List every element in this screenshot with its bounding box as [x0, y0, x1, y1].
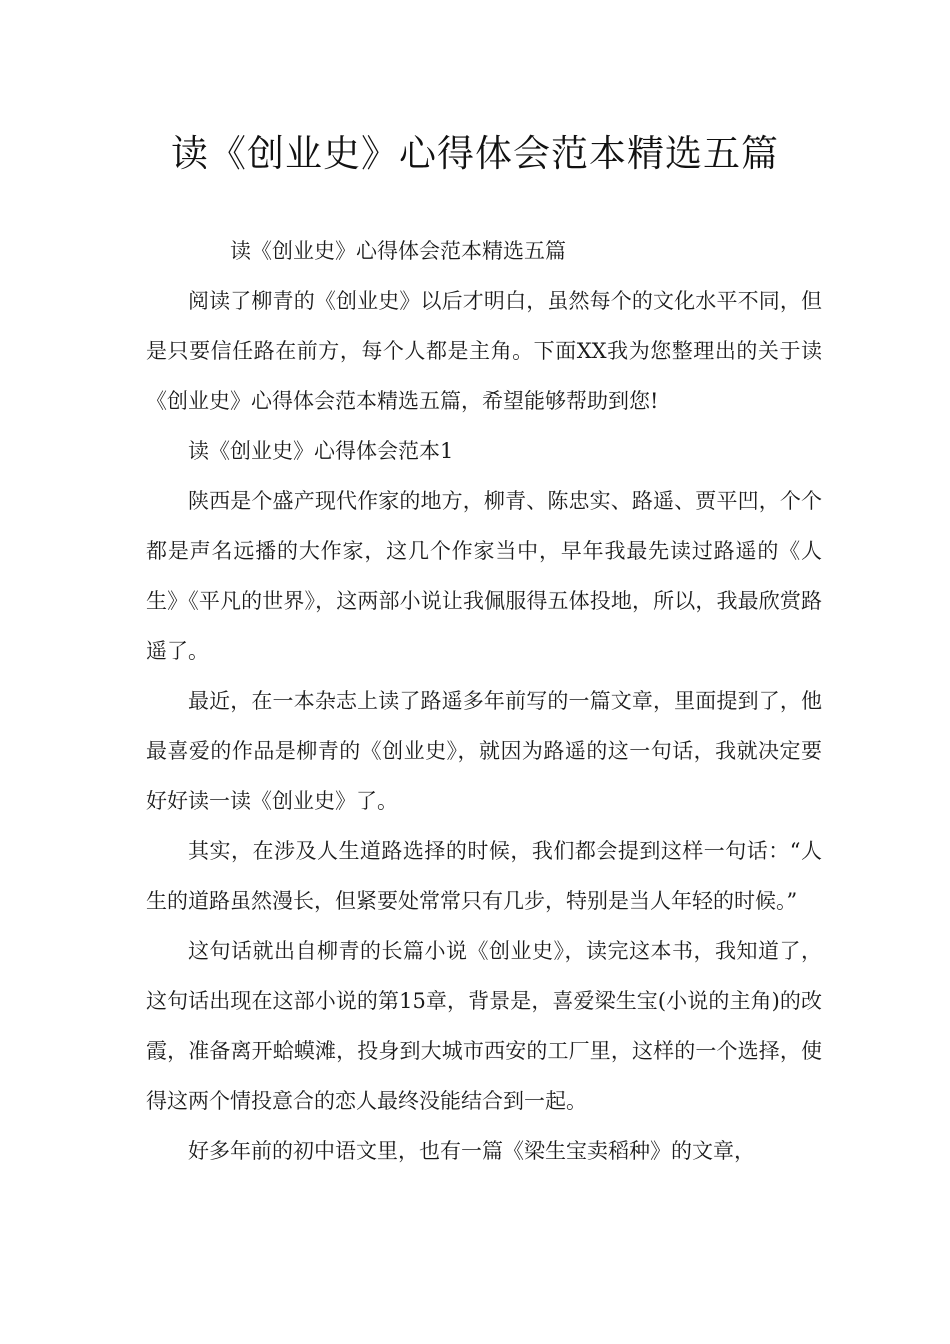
body-paragraph: 陕西是个盛产现代作家的地方，柳青、陈忠实、路遥、贾平凹，个个都是声名远播的大作家，这几个作家当中，早年我最先读过路遥的《人生》《平凡的世界》，这两部小说让我佩服得五体投地，所以，我最欣赏路遥了。 [146, 489, 822, 663]
document-body [146, 226, 822, 1176]
document-title: 读《创业史》心得体会范本精选五篇 [171, 132, 779, 175]
intro-paragraph: 阅读了柳青的《创业史》以后才明白，虽然每个的文化水平不同，但是只要信任路在前方，每个人都是主角。下面XX我为您整理出的关于读《创业史》心得体会范本精选五篇，希望能够帮助到您! [146, 289, 822, 413]
document-subtitle: 读《创业史》心得体会范本精选五篇 [230, 239, 566, 263]
body-paragraph: 好多年前的初中语文里，也有一篇《梁生宝卖稻种》的文章， [188, 1139, 755, 1163]
body-paragraph: 最近，在一本杂志上读了路遥多年前写的一篇文章，里面提到了，他最喜爱的作品是柳青的《创业史》，就因为路遥的这一句话，我就决定要好好读一读《创业史》了。 [146, 689, 822, 813]
section-heading: 读《创业史》心得体会范本1 [188, 439, 454, 463]
body-paragraph: 其实，在涉及人生道路选择的时候，我们都会提到这样一句话：“人生的道路虽然漫长，但紧要处常常只有几步，特别是当人年轻的时候。” [146, 839, 822, 913]
body-paragraph: 这句话就出自柳青的长篇小说《创业史》，读完这本书，我知道了，这句话出现在这部小说的第15章，背景是，喜爱梁生宝(小说的主角)的改霞，准备离开蛤蟆滩，投身到大城市西安的工厂里，这样的一个选择，使得这两个情投意合的恋人最终没能结合到一起。 [146, 939, 822, 1113]
